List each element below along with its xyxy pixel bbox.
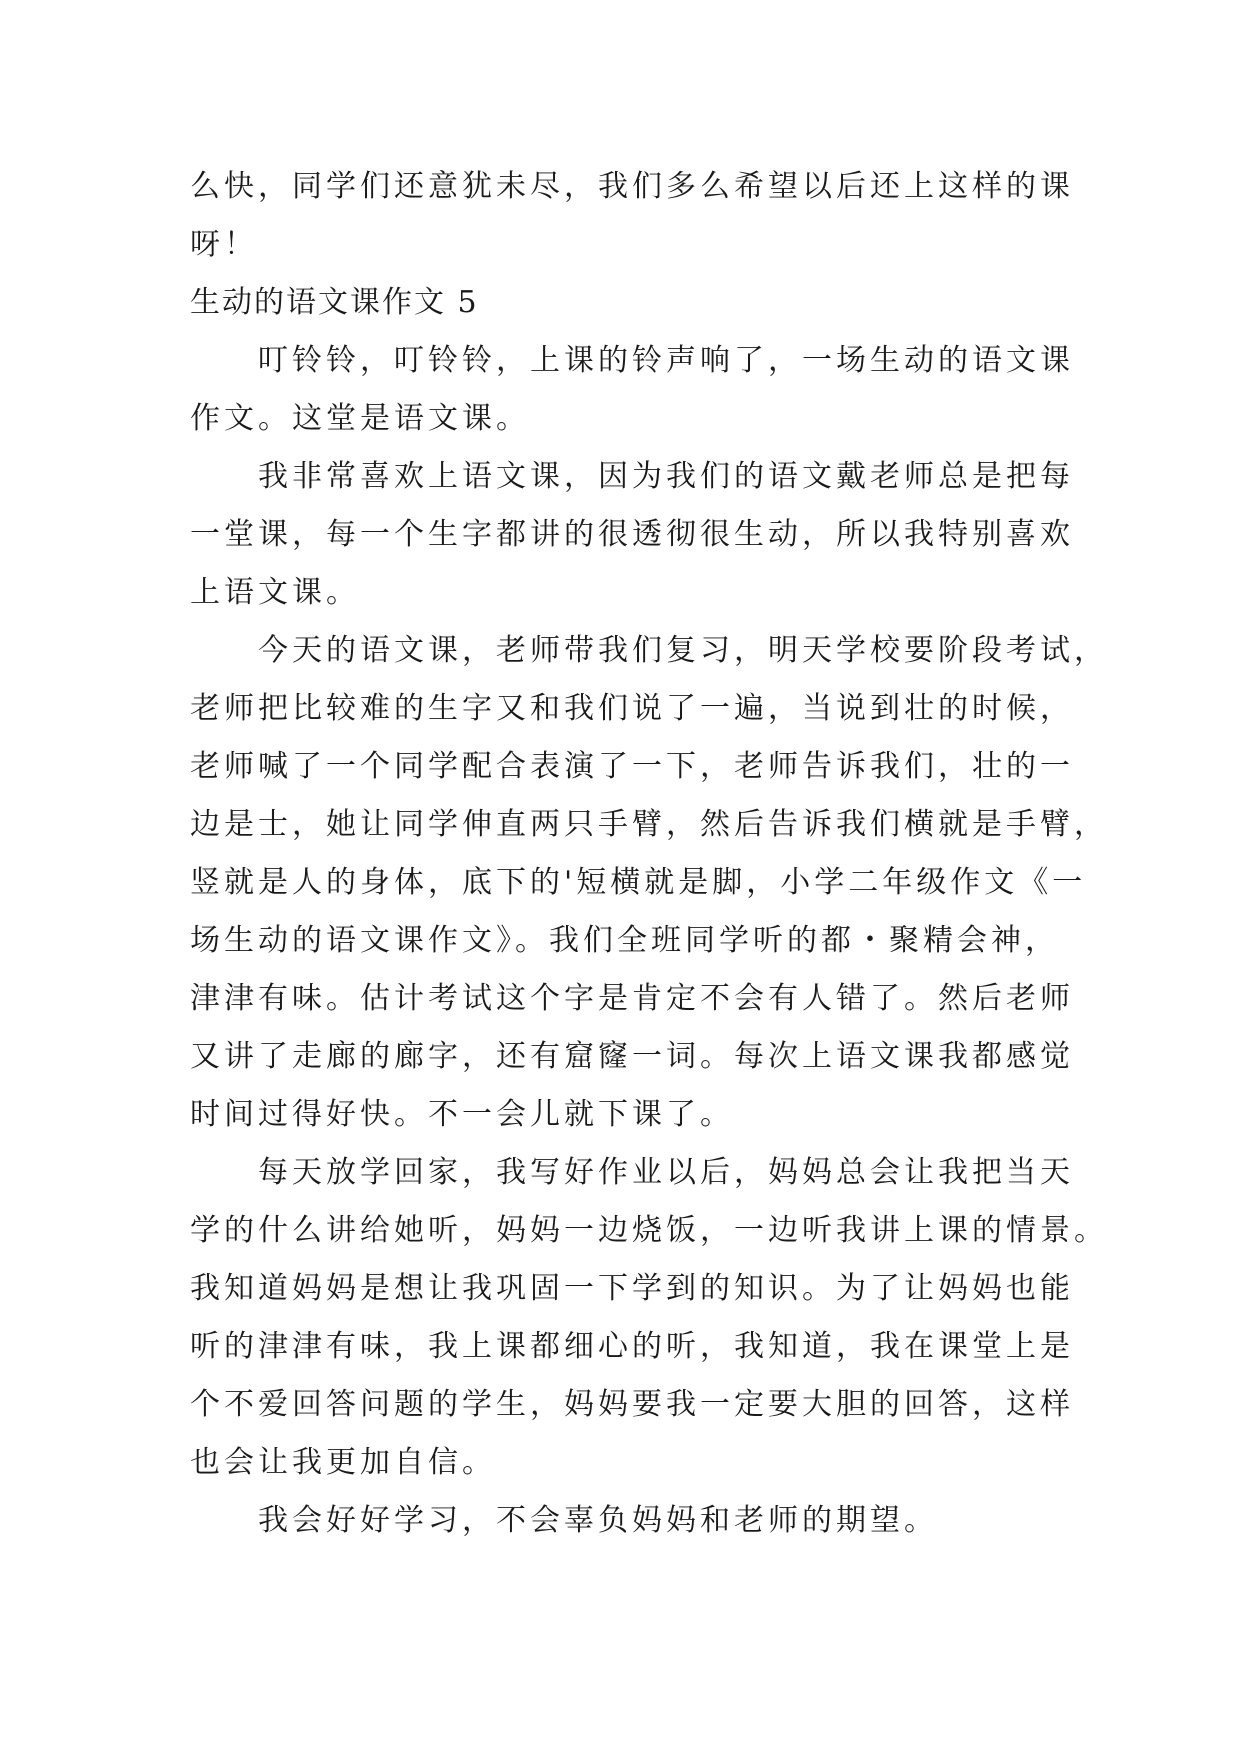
text-line: 么快，同学们还意犹未尽，我们多么希望以后还上这样的课 — [190, 169, 1074, 204]
continuation-paragraph — [190, 158, 1090, 274]
text-line: 我非常喜欢上语文课，因为我们的语文戴老师总是把每 — [258, 459, 1074, 494]
text-line: 今天的语文课，老师带我们复习，明天学校要阶段考试， — [258, 633, 1108, 668]
text-line: 学的什么讲给她听，妈妈一边烧饭，一边听我讲上课的情景。 — [190, 1213, 1108, 1248]
text-line: 老师喊了一个同学配合表演了一下，老师告诉我们，壮的一 — [190, 749, 1074, 784]
text-line: 又讲了走廊的廊字，还有窟窿一词。每次上语文课我都感觉 — [190, 1039, 1074, 1074]
text-line: 每天放学回家，我写好作业以后，妈妈总会让我把当天 — [258, 1155, 1074, 1190]
text-line: 听的津津有味，我上课都细心的听，我知道，我在课堂上是 — [190, 1329, 1074, 1364]
text-line: 津津有味。估计考试这个字是肯定不会有人错了。然后老师 — [190, 981, 1074, 1016]
paragraph-3 — [190, 622, 1108, 1144]
document-page — [190, 158, 1108, 1550]
text-line: 我会好好学习，不会辜负妈妈和老师的期望。 — [258, 1503, 938, 1538]
paragraph-1 — [190, 332, 1090, 448]
paragraph-4 — [190, 1144, 1108, 1492]
text-line: 叮铃铃，叮铃铃，上课的铃声响了，一场生动的语文课 — [258, 343, 1074, 378]
text-line: 时间过得好快。不一会儿就下课了。 — [190, 1097, 734, 1132]
text-line: 边是士，她让同学伸直两只手臂，然后告诉我们横就是手臂， — [190, 807, 1108, 842]
text-line: 上语文课。 — [190, 575, 360, 610]
text-line: 个不爱回答问题的学生，妈妈要我一定要大胆的回答，这样 — [190, 1387, 1074, 1422]
text-line: 呀！ — [190, 227, 258, 262]
paragraph-2 — [190, 448, 1090, 622]
text-line: 一堂课，每一个生字都讲的很透彻很生动，所以我特别喜欢 — [190, 517, 1074, 552]
paragraph-5 — [190, 1492, 1090, 1550]
text-line: 场生动的语文课作文》。我们全班同学听的都・聚精会神， — [190, 923, 1059, 958]
text-line: 也会让我更加自信。 — [190, 1445, 496, 1480]
text-line: 作文。这堂是语文课。 — [190, 401, 530, 436]
essay-heading: 生动的语文课作文 5 — [190, 285, 479, 320]
text-line: 竖就是人的身体，底下的'短横就是脚，小学二年级作文《一 — [190, 865, 1087, 900]
text-line: 我知道妈妈是想让我巩固一下学到的知识。为了让妈妈也能 — [190, 1271, 1074, 1306]
text-line: 老师把比较难的生字又和我们说了一遍，当说到壮的时候， — [190, 691, 1074, 726]
